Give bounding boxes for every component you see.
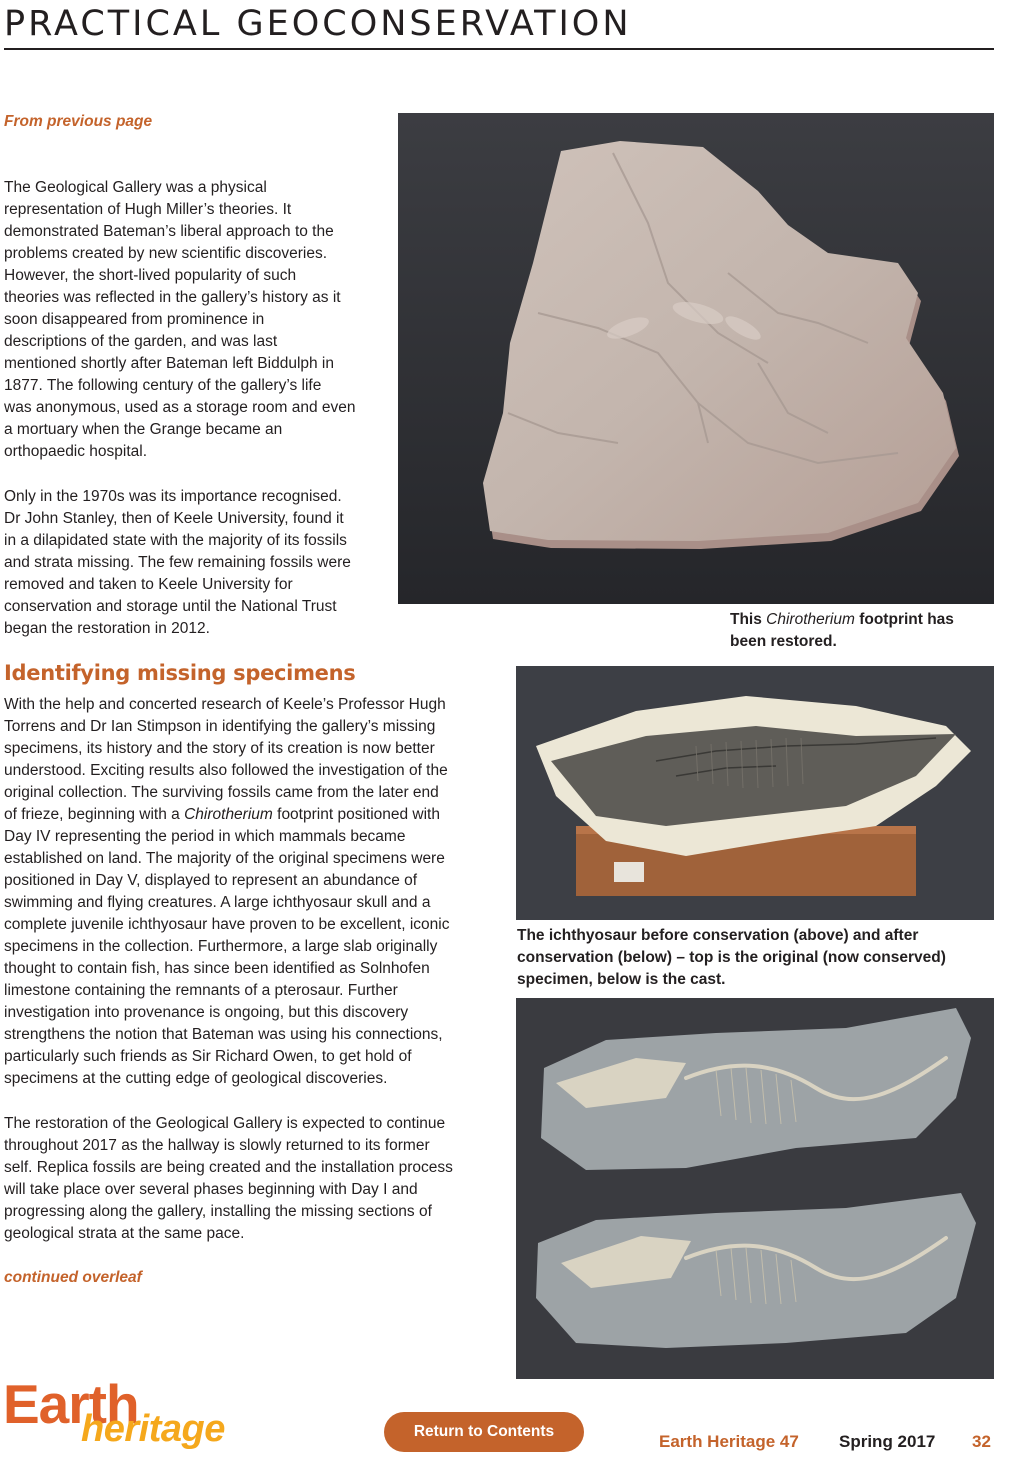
text-line: Only in the 1970s was its importance recognised. <box>4 488 342 505</box>
footprint-caption <box>730 609 954 653</box>
chirotherium-footprint-photo <box>398 113 994 604</box>
page-number: 32 <box>972 1432 991 1451</box>
text-line: Dr John Stanley, then of Keele University, found it <box>4 510 344 527</box>
earth-heritage-logo <box>3 1373 253 1458</box>
text-line: throughout 2017 as the hallway is slowly returned to its former <box>4 1137 430 1154</box>
text-line: conservation and storage until the National Trust <box>4 598 337 615</box>
text-line: geological strata at the same pace. <box>4 1225 245 1242</box>
text-line: Day IV representing the period in which mammals became <box>4 828 406 845</box>
logo-text-heritage: heritage <box>81 1408 225 1450</box>
text-line: investigation into provenance is ongoing, but this discovery <box>4 1004 409 1021</box>
text-line: limestone containing the remnants of a pterosaur. Further <box>4 982 398 999</box>
text-line: mentioned shortly after Bateman left Biddulph in <box>4 355 334 372</box>
text-line: began the restoration in 2012. <box>4 620 210 637</box>
text-line: However, the short-lived popularity of such <box>4 267 297 284</box>
text-line: orthopaedic hospital. <box>4 443 148 460</box>
return-to-contents-button[interactable]: Return to Contents <box>384 1412 584 1452</box>
text-line: established on land. The majority of the original specimens were <box>4 850 445 867</box>
text-line: of frieze, beginning with a Chirotherium footprint positioned with <box>4 806 440 823</box>
caption-line: been restored. <box>730 633 837 650</box>
caption-line: conservation (below) – top is the original (now conserved) <box>517 949 946 966</box>
text-line: thought to contain fish, has since been identified as Solnhofen <box>4 960 430 977</box>
caption-line: The ichthyosaur before conservation (above) and after <box>517 927 919 944</box>
ichthyosaur-original-photo <box>516 666 994 920</box>
text-line: problems created by new scientific discoveries. <box>4 245 328 262</box>
header-rule <box>4 48 994 50</box>
paragraph-importance-recognised <box>4 486 351 640</box>
text-line: progressing along the gallery, installing the missing sections of <box>4 1203 432 1220</box>
from-previous-page-kicker: From previous page <box>4 113 153 130</box>
text-line: specimens at the cutting edge of geological discoveries. <box>4 1070 388 1087</box>
footer-season: Spring 2017 <box>839 1432 936 1451</box>
text-line: The Geological Gallery was a physical <box>4 179 267 196</box>
text-line: specimens, its history and the story of its creation is now better <box>4 740 435 757</box>
text-line: demonstrated Bateman’s liberal approach to the <box>4 223 334 240</box>
text-line: complete juvenile ichthyosaur have proven to be excellent, iconic <box>4 916 450 933</box>
caption-line: This Chirotherium footprint has <box>730 611 954 628</box>
caption-line: specimen, below is the cast. <box>517 971 726 988</box>
text-line: in a dilapidated state with the majority of its fossils <box>4 532 347 549</box>
text-line: was anonymous, used as a storage room and even <box>4 399 356 416</box>
paragraph-restoration <box>4 1113 453 1245</box>
text-line: original collection. The surviving fossils came from the later end <box>4 784 439 801</box>
paragraph-gallery-history <box>4 177 356 463</box>
paragraph-missing-specimens <box>4 694 449 1090</box>
ichthyosaur-cast-photo <box>516 998 994 1379</box>
section-heading: Identifying missing specimens <box>4 661 356 685</box>
text-line: representation of Hugh Miller’s theories. It <box>4 201 292 218</box>
text-line: understood. Exciting results also followed the investigation of the <box>4 762 448 779</box>
text-line: 1877. The following century of the gallery’s life <box>4 377 322 394</box>
text-line: and strata missing. The few remaining fossils were <box>4 554 351 571</box>
ichthyosaur-caption <box>517 925 946 991</box>
text-line: descriptions of the garden, and was last <box>4 333 278 350</box>
text-line: particularly such friends as Sir Richard Owen, to get hold of <box>4 1048 412 1065</box>
text-line: self. Replica fossils are being created and the installation process <box>4 1159 453 1176</box>
continued-overleaf-kicker: continued overleaf <box>4 1269 142 1286</box>
text-line: Torrens and Dr Ian Stimpson in identifying the gallery’s missing <box>4 718 436 735</box>
footer-issue: Earth Heritage 47 <box>659 1432 799 1451</box>
section-title: PRACTICAL GEOCONSERVATION <box>4 4 632 44</box>
text-line: swimming and flying creatures. A large ichthyosaur skull and a <box>4 894 431 911</box>
logo-text-earth: Earth <box>3 1373 139 1435</box>
text-line: a mortuary when the Grange became an <box>4 421 283 438</box>
text-line: The restoration of the Geological Gallery is expected to continue <box>4 1115 446 1132</box>
text-line: specimens in the collection. Furthermore, a large slab originally <box>4 938 438 955</box>
text-line: theories was reflected in the gallery’s history as it <box>4 289 341 306</box>
text-line: With the help and concerted research of Keele’s Professor Hugh <box>4 696 446 713</box>
text-line: removed and taken to Keele University for <box>4 576 293 593</box>
text-line: soon disappeared from prominence in <box>4 311 265 328</box>
text-line: strengthens the notion that Bateman was using his connections, <box>4 1026 443 1043</box>
text-line: positioned in Day V, displayed to represent an abundance of <box>4 872 418 889</box>
text-line: will take place over several phases beginning with Day I and <box>4 1181 418 1198</box>
